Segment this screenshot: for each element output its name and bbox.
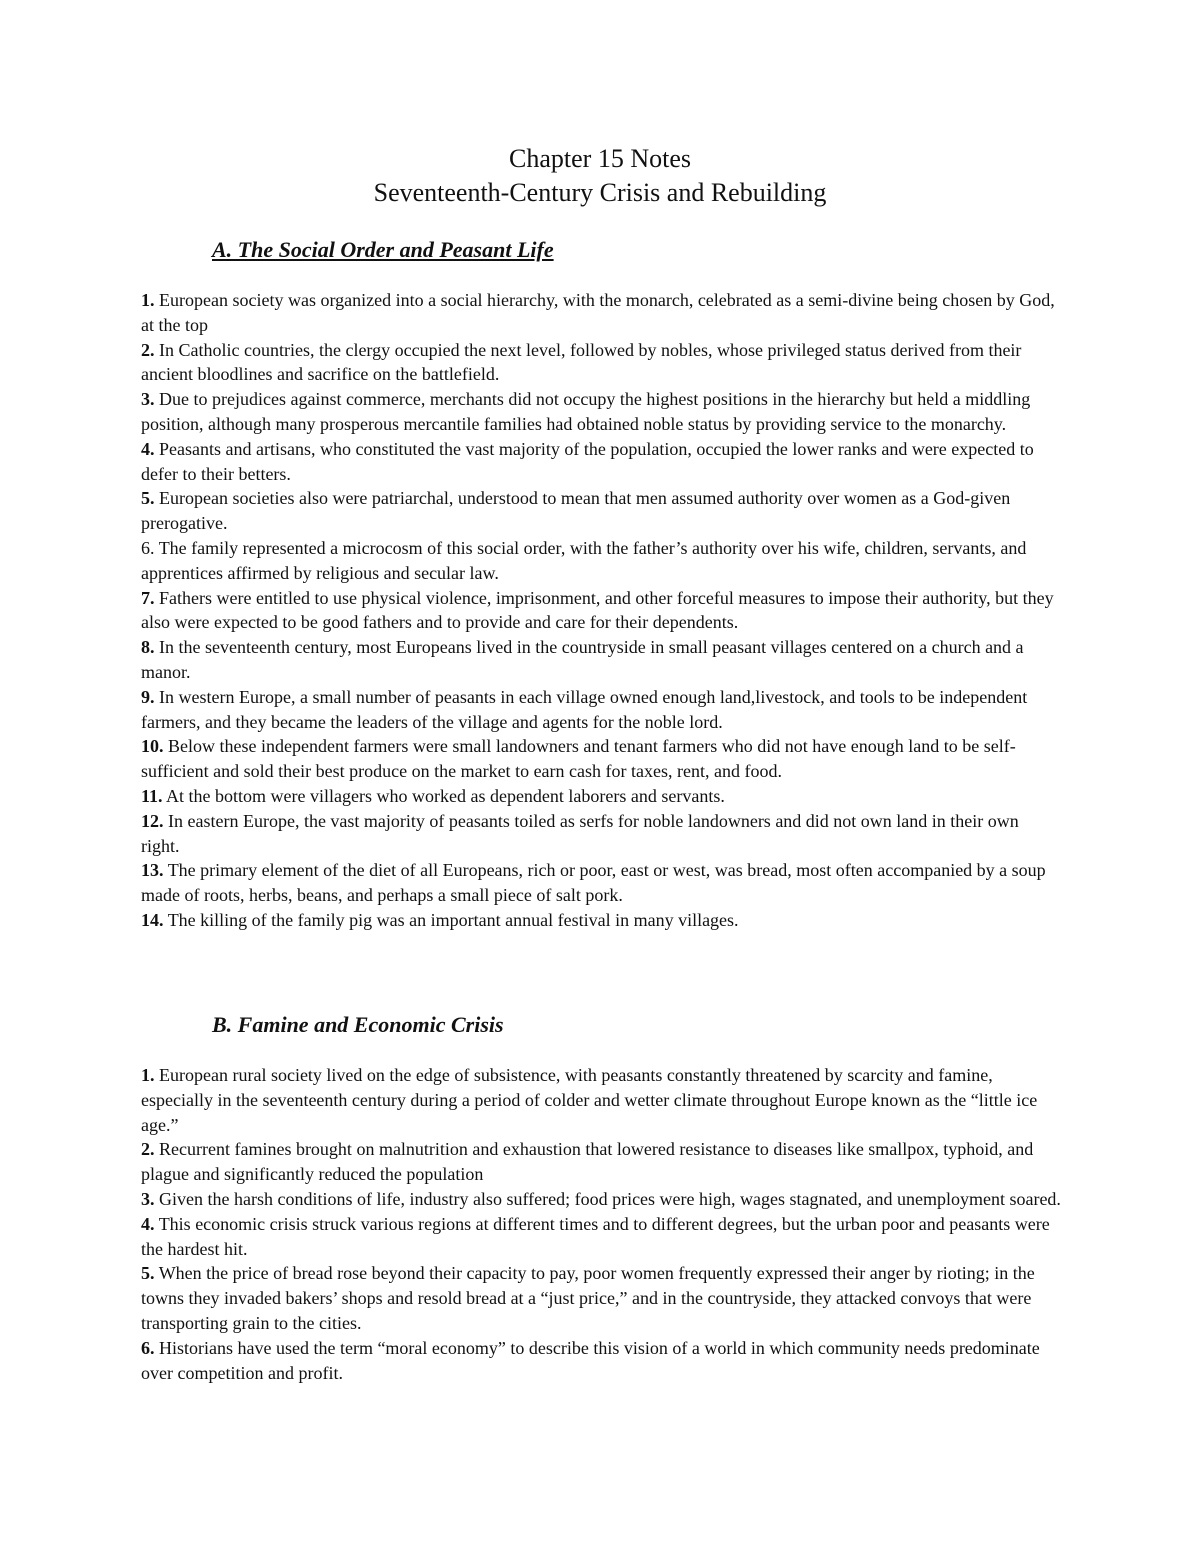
- list-item: [141, 908, 1061, 933]
- page-subtitle: Seventeenth-Century Crisis and Rebuilding: [373, 178, 827, 207]
- note-text: European societies also were patriarchal, understood to mean that men assumed authority over women as a God-given prerogative.: [141, 488, 1011, 534]
- note-text: European society was organized into a social hierarchy, with the monarch, celebrated as a semi-divine being chosen by God, at the top: [141, 290, 1055, 335]
- section-a-heading: A. The Social Order and Peasant Life: [212, 237, 554, 262]
- list-item: [141, 1187, 1061, 1212]
- list-item: [141, 685, 1061, 735]
- list-item: [141, 734, 1061, 784]
- note-text: At the bottom were villagers who worked as dependent laborers and servants.: [166, 785, 725, 806]
- note-text: Historians have used the term “moral economy” to describe this vision of a world in which community needs predominate over competition and profit.: [141, 1337, 1040, 1383]
- list-item: [141, 1063, 1061, 1137]
- note-text: The killing of the family pig was an important annual festival in many villages.: [167, 909, 739, 930]
- list-item: [141, 1137, 1061, 1187]
- note-number: 5.: [141, 488, 155, 509]
- note-number: 2.: [141, 1139, 155, 1160]
- note-text: Fathers were entitled to use physical violence, imprisonment, and other forceful measures to impose their authority, but they also were expected to be good fathers and to provide and care for their dependents.: [141, 587, 1054, 633]
- list-item: [141, 784, 1061, 809]
- list-item: [141, 586, 1061, 636]
- note-text: Recurrent famines brought on malnutrition and exhaustion that lowered resistance to diseases like smallpox, typhoid, and plague and significantly reduced the population: [141, 1139, 1034, 1185]
- note-text: When the price of bread rose beyond their capacity to pay, poor women frequently expressed their anger by rioting; in the towns they invaded bakers’ shops and resold bread at a “just price,” and in the countryside, they attacked convoys that were transporting grain to the cities.: [141, 1263, 1035, 1333]
- note-number: 4.: [141, 1213, 155, 1234]
- note-number: 3.: [141, 389, 155, 410]
- list-item: [141, 338, 1061, 388]
- note-text: In the seventeenth century, most Europeans lived in the countryside in small peasant villages centered on a church and a manor.: [141, 637, 1024, 682]
- note-number: 4.: [141, 438, 155, 459]
- note-number: 11.: [141, 785, 163, 806]
- note-number: 3.: [141, 1188, 155, 1209]
- note-number: 6.: [141, 537, 155, 558]
- note-number: 5.: [141, 1263, 155, 1284]
- list-item: [141, 809, 1061, 859]
- note-text: Given the harsh conditions of life, industry also suffered; food prices were high, wages stagnated, and unemployment soared.: [159, 1188, 1061, 1209]
- note-text: Due to prejudices against commerce, merchants did not occupy the highest positions in the hierarchy but held a middling position, although many prosperous mercantile families had obtained noble status by providing service to the monarchy.: [141, 389, 1031, 434]
- note-number: 13.: [141, 860, 164, 881]
- list-item: [141, 437, 1061, 487]
- page-title: Chapter 15 Notes: [509, 144, 691, 173]
- note-text: This economic crisis struck various regions at different times and to different degrees, but the urban poor and peasants were the hardest hit.: [141, 1213, 1050, 1259]
- note-text: The primary element of the diet of all Europeans, rich or poor, east or west, was bread, most often accompanied by a soup made of roots, herbs, beans, and perhaps a small piece of salt pork.: [141, 860, 1046, 906]
- list-item: [141, 288, 1061, 338]
- list-item: [141, 858, 1061, 908]
- note-number: 2.: [141, 339, 155, 360]
- note-number: 6.: [141, 1337, 155, 1358]
- note-number: 1.: [141, 290, 155, 310]
- title-block: [0, 142, 1200, 210]
- note-text: European rural society lived on the edge of subsistence, with peasants constantly threatened by scarcity and famine, especially in the seventeenth century during a period of colder and wetter climate throughout Europe known as the “little ice age.”: [141, 1065, 1038, 1135]
- note-number: 12.: [141, 810, 164, 831]
- list-item: [141, 486, 1061, 536]
- note-text: Below these independent farmers were small landowners and tenant farmers who did not have enough land to be self-sufficient and sold their best produce on the market to earn cash for taxes, rent, and food.: [141, 736, 1016, 782]
- section-b-heading: B. Famine and Economic Crisis: [212, 1012, 504, 1037]
- list-item: [141, 1212, 1061, 1262]
- list-item: [141, 1261, 1061, 1335]
- list-item: [141, 635, 1061, 685]
- note-number: 14.: [141, 909, 164, 930]
- list-item: [141, 536, 1061, 586]
- note-text: In Catholic countries, the clergy occupied the next level, followed by nobles, whose privileged status derived from their ancient bloodlines and sacrifice on the battlefield.: [141, 339, 1022, 385]
- note-text: The family represented a microcosm of this social order, with the father’s authority over his wife, children, servants, and apprentices affirmed by religious and secular law.: [141, 537, 1027, 583]
- note-number: 8.: [141, 637, 155, 658]
- note-text: In western Europe, a small number of peasants in each village owned enough land,livestock, and tools to be independent farmers, and they became the leaders of the village and agents for the noble lord.: [141, 686, 1028, 732]
- note-text: In eastern Europe, the vast majority of peasants toiled as serfs for noble landowners and did not own land in their own right.: [141, 810, 1019, 856]
- note-number: 1.: [141, 1065, 155, 1085]
- note-number: 9.: [141, 686, 155, 707]
- note-text: Peasants and artisans, who constituted the vast majority of the population, occupied the lower ranks and were expected to defer to their betters.: [141, 438, 1034, 484]
- section-b-notes: [141, 1063, 1061, 1385]
- list-item: [141, 1336, 1061, 1386]
- section-a-notes: [141, 288, 1061, 933]
- note-number: 7.: [141, 587, 155, 608]
- note-number: 10.: [141, 736, 164, 757]
- list-item: [141, 387, 1061, 437]
